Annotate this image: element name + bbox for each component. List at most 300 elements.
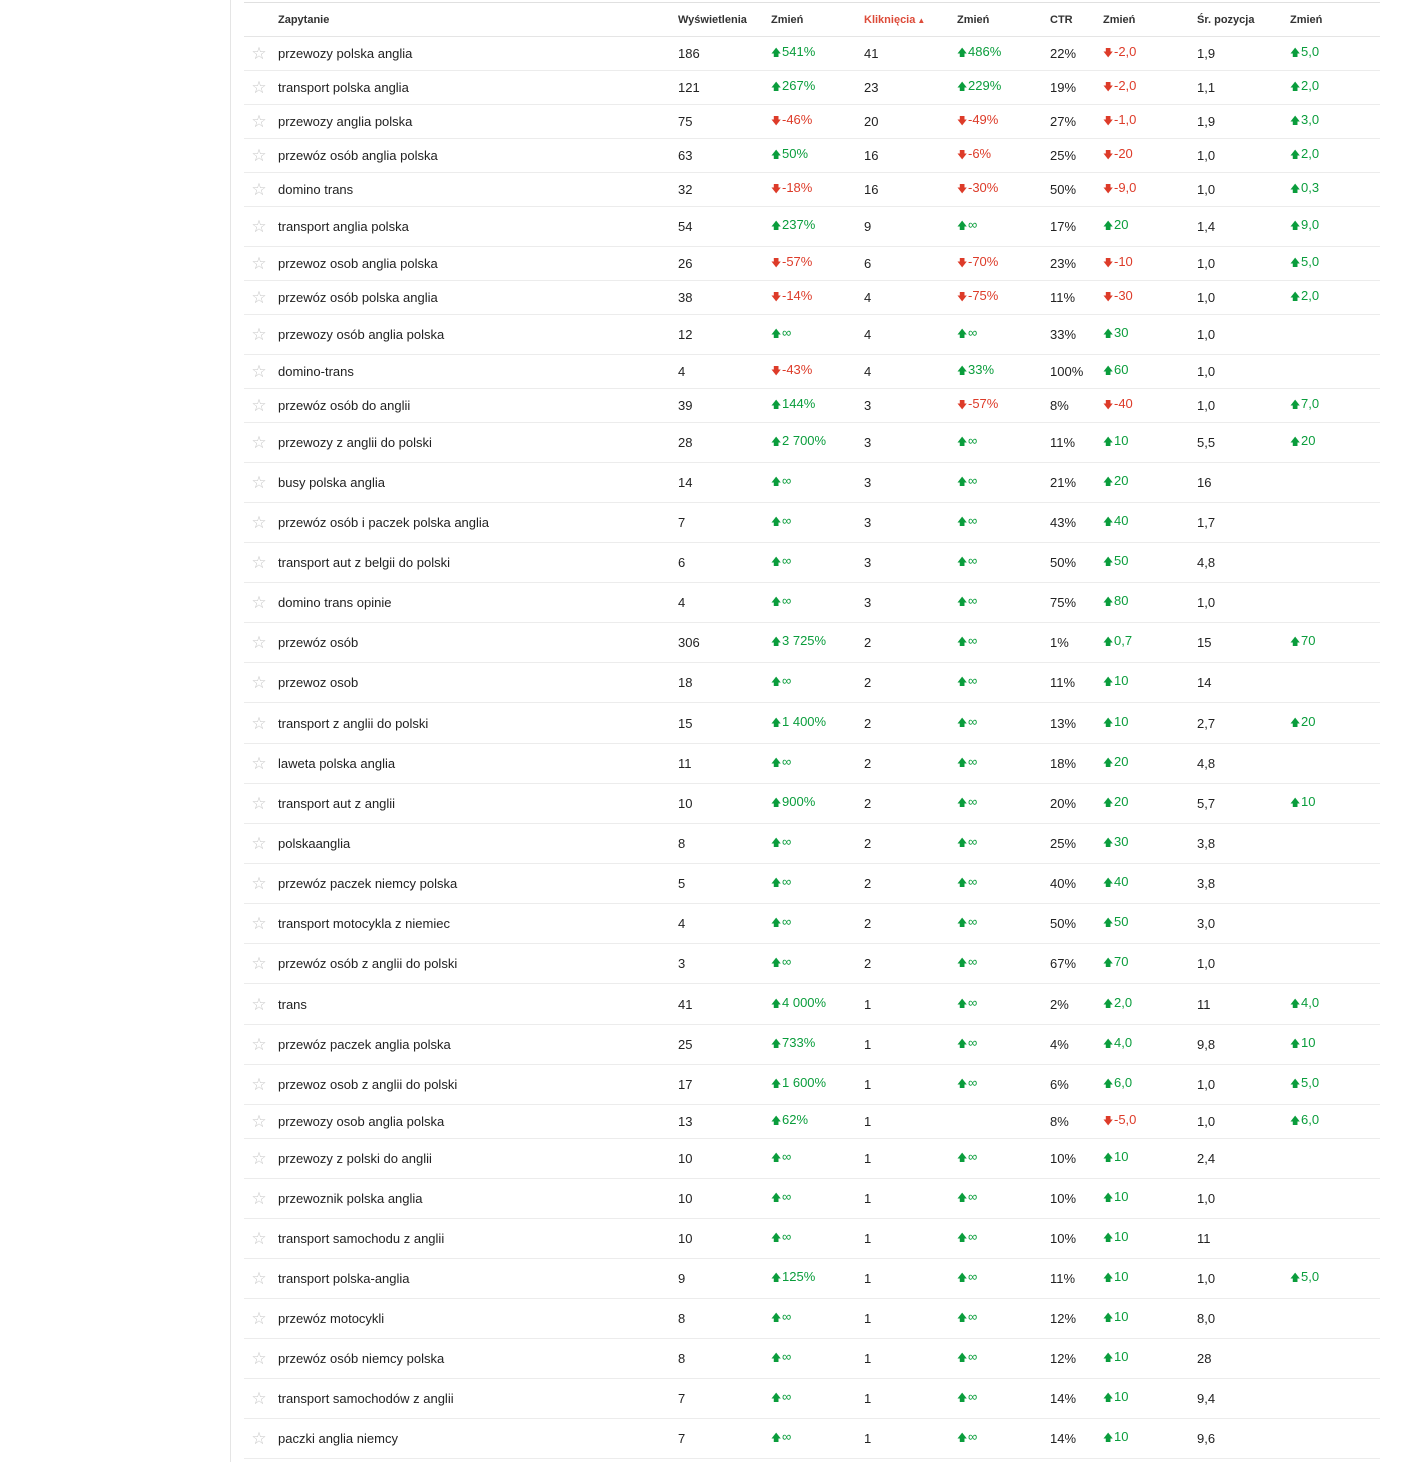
- clicks-change-cell: [953, 543, 1046, 583]
- query-text[interactable]: transport polska-anglia: [278, 1271, 410, 1286]
- query-cell[interactable]: [274, 623, 674, 663]
- header-avg-position[interactable]: Śr. pozycja: [1193, 3, 1286, 37]
- avg-position-change-cell: [1286, 944, 1380, 984]
- query-text[interactable]: przewóz osób i paczek polska anglia: [278, 515, 490, 530]
- ctr-change-cell-value: 10: [1114, 433, 1129, 448]
- query-cell[interactable]: [274, 247, 674, 281]
- avg-position-change-cell: [1286, 355, 1380, 389]
- star-icon[interactable]: ☆: [251, 1349, 267, 1368]
- star-icon[interactable]: ☆: [251, 834, 267, 853]
- ctr-change-cell-value: -10: [1114, 254, 1133, 269]
- arrow-up-icon: 🡅: [1290, 184, 1301, 195]
- star-icon[interactable]: ☆: [251, 874, 267, 893]
- table-row: [244, 703, 1380, 744]
- clicks-change-cell: [953, 1065, 1046, 1105]
- impressions-change-cell: [767, 37, 860, 71]
- impressions-change-cell-value: ∞: [782, 954, 792, 969]
- clicks-change-cell: [953, 1379, 1046, 1419]
- query-text[interactable]: paczki anglia niemcy: [278, 1431, 398, 1446]
- query-text[interactable]: przewóz osób do anglii: [278, 398, 411, 413]
- impressions-change-cell-value: -43%: [782, 362, 813, 377]
- avg-position-change-cell: [1286, 663, 1380, 703]
- star-icon[interactable]: ☆: [251, 794, 267, 813]
- table-row: [244, 1299, 1380, 1339]
- clicks-change-cell-value: ∞: [968, 633, 978, 648]
- clicks-cell: 3: [860, 503, 953, 543]
- impressions-change-cell-value: 125%: [782, 1269, 816, 1284]
- query-cell[interactable]: [274, 315, 674, 355]
- impressions-change-cell-value: 900%: [782, 794, 816, 809]
- arrow-up-icon: 🡅: [771, 1116, 782, 1127]
- table-row: [244, 1179, 1380, 1219]
- header-impressions-change[interactable]: Zmień: [767, 3, 860, 37]
- table-header-row: [244, 3, 1380, 37]
- query-text[interactable]: przewozy polska anglia: [278, 46, 413, 61]
- star-icon[interactable]: ☆: [251, 217, 267, 236]
- avg-position-cell: 9,4: [1193, 1379, 1286, 1419]
- clicks-cell: 1: [860, 1139, 953, 1179]
- impressions-cell: 17: [674, 1065, 767, 1105]
- query-cell[interactable]: [274, 904, 674, 944]
- ctr-change-cell-value: 10: [1114, 1149, 1129, 1164]
- avg-position-cell: 1,9: [1193, 105, 1286, 139]
- impressions-cell: 63: [674, 139, 767, 173]
- clicks-change-cell-value: ∞: [968, 794, 978, 809]
- star-icon[interactable]: ☆: [251, 1389, 267, 1408]
- star-icon[interactable]: ☆: [251, 553, 267, 572]
- query-text[interactable]: przewóz osób niemcy polska: [278, 1351, 445, 1366]
- star-icon[interactable]: ☆: [251, 1309, 267, 1328]
- table-row: [244, 315, 1380, 355]
- query-text[interactable]: przewoz osob z anglii do polski: [278, 1077, 458, 1092]
- ctr-change-cell-value: -5,0: [1114, 1112, 1137, 1127]
- impressions-change-cell-value: 1 600%: [782, 1075, 827, 1090]
- query-text[interactable]: transport anglia polska: [278, 219, 409, 234]
- star-icon[interactable]: ☆: [251, 1429, 267, 1448]
- query-text[interactable]: polskaanglia: [278, 836, 351, 851]
- star-icon[interactable]: ☆: [251, 1189, 267, 1208]
- query-cell[interactable]: [274, 503, 674, 543]
- impressions-change-cell-value: 3 725%: [782, 633, 827, 648]
- ctr-change-cell-value: 20: [1114, 217, 1129, 232]
- ctr-change-cell: [1099, 247, 1193, 281]
- query-cell[interactable]: [274, 984, 674, 1025]
- ctr-cell: 100%: [1046, 355, 1099, 389]
- star-icon[interactable]: ☆: [251, 713, 267, 733]
- star-icon[interactable]: ☆: [251, 954, 267, 973]
- impressions-change-cell-value: ∞: [782, 874, 792, 889]
- arrow-up-icon: 🡅: [1103, 557, 1114, 568]
- query-cell[interactable]: [274, 1139, 674, 1179]
- arrow-up-icon: 🡅: [957, 1273, 968, 1284]
- impressions-change-cell-value: -46%: [782, 112, 813, 127]
- clicks-change-cell-value: -30%: [968, 180, 999, 195]
- query-cell[interactable]: [274, 1339, 674, 1379]
- query-cell[interactable]: [274, 944, 674, 984]
- arrow-up-icon: 🡅: [957, 1433, 968, 1444]
- arrow-down-icon: 🡇: [1103, 258, 1114, 269]
- avg-position-change-cell: [1286, 543, 1380, 583]
- avg-position-change-cell: [1286, 744, 1380, 784]
- star-icon[interactable]: ☆: [251, 473, 267, 492]
- impressions-change-cell: [767, 583, 860, 623]
- clicks-change-cell-value: 33%: [968, 362, 995, 377]
- star-icon[interactable]: ☆: [251, 325, 267, 344]
- avg-position-change-cell: [1286, 503, 1380, 543]
- arrow-up-icon: 🡅: [957, 717, 968, 729]
- query-text[interactable]: busy polska anglia: [278, 475, 385, 490]
- arrow-up-icon: 🡅: [957, 1313, 968, 1324]
- query-cell[interactable]: [274, 1219, 674, 1259]
- clicks-change-cell-value: ∞: [968, 1035, 978, 1050]
- query-cell[interactable]: [274, 389, 674, 423]
- query-text[interactable]: transport polska anglia: [278, 80, 409, 95]
- star-icon[interactable]: ☆: [251, 288, 267, 307]
- query-cell[interactable]: [274, 744, 674, 784]
- star-cell: [244, 583, 274, 623]
- star-icon[interactable]: ☆: [251, 1269, 267, 1288]
- arrow-up-icon: 🡅: [957, 1079, 968, 1090]
- ctr-cell: 27%: [1046, 105, 1099, 139]
- star-icon[interactable]: ☆: [251, 633, 267, 652]
- query-cell[interactable]: [274, 1379, 674, 1419]
- avg-position-cell: 2,7: [1193, 703, 1286, 744]
- arrow-up-icon: 🡅: [1290, 437, 1301, 448]
- avg-position-cell: 2,4: [1193, 1139, 1286, 1179]
- impressions-change-cell: [767, 944, 860, 984]
- query-text[interactable]: domino trans opinie: [278, 595, 392, 610]
- arrow-down-icon: 🡇: [771, 292, 782, 303]
- query-cell[interactable]: [274, 355, 674, 389]
- arrow-up-icon: 🡅: [1103, 998, 1114, 1010]
- query-cell[interactable]: [274, 663, 674, 703]
- clicks-change-cell: [953, 281, 1046, 315]
- ctr-cell: 43%: [1046, 503, 1099, 543]
- ctr-change-cell: [1099, 423, 1193, 463]
- avg-position-cell: 15: [1193, 623, 1286, 663]
- arrow-up-icon: 🡅: [1103, 329, 1114, 340]
- query-text[interactable]: przewozy osób anglia polska: [278, 327, 445, 342]
- query-cell[interactable]: [274, 423, 674, 463]
- query-text[interactable]: przewozy anglia polska: [278, 114, 413, 129]
- query-cell[interactable]: [274, 1025, 674, 1065]
- query-cell[interactable]: [274, 1105, 674, 1139]
- star-cell: [244, 1219, 274, 1259]
- clicks-cell: 2: [860, 864, 953, 904]
- query-cell[interactable]: [274, 71, 674, 105]
- query-text[interactable]: transport aut z anglii: [278, 796, 396, 811]
- star-icon[interactable]: ☆: [251, 994, 267, 1014]
- clicks-change-cell: [953, 1219, 1046, 1259]
- table-row: [244, 984, 1380, 1025]
- star-icon[interactable]: ☆: [251, 1112, 267, 1131]
- avg-position-change-cell-value: 70: [1301, 633, 1316, 648]
- clicks-cell: 1: [860, 1065, 953, 1105]
- table-row: [244, 623, 1380, 663]
- avg-position-change-cell: [1286, 37, 1380, 71]
- clicks-change-cell-value: -75%: [968, 288, 999, 303]
- clicks-change-cell-value: -70%: [968, 254, 999, 269]
- ctr-change-cell-value: 10: [1114, 1429, 1129, 1444]
- arrow-up-icon: 🡅: [771, 400, 782, 411]
- query-text[interactable]: przewóz osób z anglii do polski: [278, 956, 458, 971]
- arrow-up-icon: 🡅: [771, 758, 782, 769]
- avg-position-cell: 11: [1193, 1219, 1286, 1259]
- avg-position-cell: 1,0: [1193, 139, 1286, 173]
- impressions-cell: 6: [674, 543, 767, 583]
- query-text[interactable]: przewóz osób polska anglia: [278, 290, 438, 305]
- query-text[interactable]: przewóz paczek niemcy polska: [278, 876, 458, 891]
- query-cell[interactable]: [274, 207, 674, 247]
- query-text[interactable]: przewozy z anglii do polski: [278, 435, 432, 450]
- query-text[interactable]: przewóz osób: [278, 635, 359, 650]
- star-icon[interactable]: ☆: [251, 254, 267, 273]
- clicks-change-cell: [953, 744, 1046, 784]
- query-text[interactable]: trans: [278, 996, 307, 1012]
- query-text[interactable]: przewozy z polski do anglii: [278, 1151, 432, 1166]
- query-text[interactable]: przewoz osob anglia polska: [278, 256, 438, 271]
- arrow-down-icon: 🡇: [1103, 1116, 1114, 1127]
- query-text[interactable]: domino-trans: [278, 364, 354, 379]
- clicks-change-cell-value: ∞: [968, 874, 978, 889]
- star-icon[interactable]: ☆: [251, 1035, 267, 1054]
- avg-position-cell: 14: [1193, 663, 1286, 703]
- arrow-up-icon: 🡅: [771, 1273, 782, 1284]
- ctr-cell: 33%: [1046, 315, 1099, 355]
- clicks-change-cell-value: -57%: [968, 396, 999, 411]
- arrow-up-icon: 🡅: [1103, 437, 1114, 448]
- star-icon[interactable]: ☆: [251, 180, 267, 199]
- query-cell[interactable]: [274, 463, 674, 503]
- star-icon[interactable]: ☆: [251, 44, 267, 63]
- ctr-change-cell: [1099, 1299, 1193, 1339]
- ctr-cell: 13%: [1046, 703, 1099, 744]
- star-cell: [244, 984, 274, 1025]
- arrow-up-icon: 🡅: [771, 1353, 782, 1364]
- query-text[interactable]: transport aut z belgii do polski: [278, 555, 450, 570]
- header-ctr[interactable]: CTR: [1046, 3, 1099, 37]
- impressions-change-cell-value: 541%: [782, 44, 816, 59]
- query-cell[interactable]: [274, 1259, 674, 1299]
- star-icon[interactable]: ☆: [251, 362, 267, 381]
- impressions-cell: 41: [674, 984, 767, 1025]
- ctr-change-cell: [1099, 173, 1193, 207]
- impressions-cell: 10: [674, 1179, 767, 1219]
- query-text[interactable]: przewoznik polska anglia: [278, 1191, 423, 1206]
- clicks-change-cell-value: ∞: [968, 1309, 978, 1324]
- impressions-change-cell-value: ∞: [782, 1349, 792, 1364]
- ctr-cell: 1%: [1046, 623, 1099, 663]
- impressions-change-cell-value: ∞: [782, 1189, 792, 1204]
- query-text[interactable]: przewóz motocykli: [278, 1311, 385, 1326]
- ctr-change-cell-value: 80: [1114, 593, 1129, 608]
- table-row: [244, 744, 1380, 784]
- ctr-change-cell: [1099, 1379, 1193, 1419]
- impressions-change-cell-value: ∞: [782, 754, 792, 769]
- impressions-change-cell-value: ∞: [782, 1429, 792, 1444]
- arrow-up-icon: 🡅: [1103, 1353, 1114, 1364]
- star-icon[interactable]: ☆: [251, 78, 267, 97]
- header-impressions[interactable]: Wyświetlenia: [674, 3, 767, 37]
- avg-position-cell: 16: [1193, 463, 1286, 503]
- query-cell[interactable]: [274, 703, 674, 744]
- impressions-change-cell: [767, 281, 860, 315]
- star-icon[interactable]: ☆: [251, 1149, 267, 1168]
- ctr-change-cell-value: 10: [1114, 1189, 1129, 1204]
- impressions-change-cell: [767, 1419, 860, 1459]
- ctr-change-cell-value: 30: [1114, 325, 1129, 340]
- arrow-up-icon: 🡅: [1103, 1039, 1114, 1050]
- star-icon[interactable]: ☆: [251, 112, 267, 131]
- star-cell: [244, 1025, 274, 1065]
- arrow-up-icon: 🡅: [1290, 998, 1301, 1010]
- star-cell: [244, 71, 274, 105]
- arrow-up-icon: 🡅: [1103, 918, 1114, 929]
- arrow-up-icon: 🡅: [1103, 958, 1114, 969]
- impressions-change-cell: [767, 105, 860, 139]
- ctr-cell: 11%: [1046, 1259, 1099, 1299]
- ctr-cell: 14%: [1046, 1379, 1099, 1419]
- arrow-up-icon: 🡅: [1290, 1039, 1301, 1050]
- star-icon[interactable]: ☆: [251, 914, 267, 933]
- clicks-change-cell-value: -49%: [968, 112, 999, 127]
- ctr-change-cell-value: 10: [1114, 1309, 1129, 1324]
- ctr-cell: 10%: [1046, 1139, 1099, 1179]
- query-text[interactable]: transport samochodu z anglii: [278, 1231, 445, 1246]
- impressions-change-cell: [767, 543, 860, 583]
- query-cell[interactable]: [274, 1419, 674, 1459]
- impressions-change-cell-value: -18%: [782, 180, 813, 195]
- table-row: [244, 904, 1380, 944]
- star-icon[interactable]: ☆: [251, 513, 267, 532]
- ctr-change-cell-value: 10: [1114, 1349, 1129, 1364]
- clicks-cell: 23: [860, 71, 953, 105]
- arrow-up-icon: 🡅: [771, 437, 782, 448]
- impressions-change-cell: [767, 71, 860, 105]
- header-query[interactable]: Zapytanie: [274, 3, 674, 37]
- clicks-change-cell-value: -6%: [968, 146, 992, 161]
- clicks-change-cell: [953, 944, 1046, 984]
- arrow-up-icon: 🡅: [1290, 116, 1301, 127]
- arrow-up-icon: 🡅: [957, 517, 968, 528]
- table-row: [244, 423, 1380, 463]
- clicks-change-cell: [953, 1139, 1046, 1179]
- clicks-cell: 16: [860, 173, 953, 207]
- avg-position-cell: 4,8: [1193, 744, 1286, 784]
- query-text[interactable]: przewóz paczek anglia polska: [278, 1037, 451, 1052]
- star-icon[interactable]: ☆: [251, 433, 267, 452]
- star-icon[interactable]: ☆: [251, 1075, 267, 1094]
- avg-position-cell: 1,9: [1193, 37, 1286, 71]
- query-cell[interactable]: [274, 37, 674, 71]
- impressions-cell: 121: [674, 71, 767, 105]
- table-row: [244, 824, 1380, 864]
- query-cell[interactable]: [274, 864, 674, 904]
- arrow-up-icon: 🡅: [1290, 292, 1301, 303]
- star-cell: [244, 864, 274, 904]
- arrow-up-icon: 🡅: [1103, 1193, 1114, 1204]
- impressions-change-cell-value: ∞: [782, 673, 792, 688]
- impressions-cell: 7: [674, 1379, 767, 1419]
- star-icon[interactable]: ☆: [251, 396, 267, 415]
- ctr-change-cell-value: 2,0: [1114, 994, 1133, 1010]
- avg-position-change-cell-value: 4,0: [1301, 994, 1320, 1010]
- star-cell: [244, 207, 274, 247]
- arrow-up-icon: 🡅: [957, 958, 968, 969]
- impressions-change-cell: [767, 1105, 860, 1139]
- ctr-change-cell-value: 10: [1114, 713, 1129, 729]
- query-text[interactable]: przewozy osob anglia polska: [278, 1114, 445, 1129]
- arrow-up-icon: 🡅: [957, 1193, 968, 1204]
- query-cell[interactable]: [274, 784, 674, 824]
- clicks-change-cell-value: ∞: [968, 754, 978, 769]
- clicks-change-cell: [953, 105, 1046, 139]
- star-icon[interactable]: ☆: [251, 673, 267, 692]
- star-cell: [244, 355, 274, 389]
- query-text[interactable]: transport z anglii do polski: [278, 715, 429, 731]
- query-text[interactable]: laweta polska anglia: [278, 756, 396, 771]
- query-cell[interactable]: [274, 1299, 674, 1339]
- ctr-cell: 17%: [1046, 207, 1099, 247]
- query-cell[interactable]: [274, 583, 674, 623]
- header-clicks[interactable]: Kliknięcia ▲: [860, 3, 953, 37]
- query-text[interactable]: przewóz osób anglia polska: [278, 148, 438, 163]
- query-cell[interactable]: [274, 281, 674, 315]
- star-icon[interactable]: ☆: [251, 754, 267, 773]
- query-cell[interactable]: [274, 173, 674, 207]
- query-text[interactable]: domino trans: [278, 182, 354, 197]
- clicks-cell: 2: [860, 703, 953, 744]
- avg-position-cell: 5,5: [1193, 423, 1286, 463]
- clicks-cell: 1: [860, 1419, 953, 1459]
- arrow-up-icon: 🡅: [771, 1313, 782, 1324]
- query-text[interactable]: przewoz osob: [278, 675, 359, 690]
- impressions-cell: 15: [674, 703, 767, 744]
- query-text[interactable]: transport motocykla z niemiec: [278, 916, 450, 931]
- query-text[interactable]: transport samochodów z anglii: [278, 1391, 454, 1406]
- header-ctr-change[interactable]: Zmień: [1099, 3, 1193, 37]
- ctr-change-cell: [1099, 1259, 1193, 1299]
- star-cell: [244, 1065, 274, 1105]
- ctr-change-cell: [1099, 663, 1193, 703]
- clicks-cell: 6: [860, 247, 953, 281]
- arrow-up-icon: 🡅: [957, 437, 968, 448]
- query-cell[interactable]: [274, 543, 674, 583]
- avg-position-change-cell: [1286, 864, 1380, 904]
- arrow-up-icon: 🡅: [957, 1153, 968, 1164]
- query-cell[interactable]: [274, 139, 674, 173]
- query-cell[interactable]: [274, 824, 674, 864]
- arrow-up-icon: 🡅: [957, 918, 968, 929]
- impressions-cell: 9: [674, 1259, 767, 1299]
- star-icon[interactable]: ☆: [251, 146, 267, 165]
- arrow-up-icon: 🡅: [1103, 717, 1114, 729]
- header-avg-position-change[interactable]: Zmień: [1286, 3, 1380, 37]
- query-cell[interactable]: [274, 1179, 674, 1219]
- avg-position-cell: 1,0: [1193, 281, 1286, 315]
- star-icon[interactable]: ☆: [251, 593, 267, 612]
- ctr-change-cell: [1099, 463, 1193, 503]
- avg-position-change-cell: [1286, 1259, 1380, 1299]
- header-clicks-change[interactable]: Zmień: [953, 3, 1046, 37]
- star-cell: [244, 944, 274, 984]
- ctr-cell: 12%: [1046, 1299, 1099, 1339]
- ctr-change-cell: [1099, 944, 1193, 984]
- query-cell[interactable]: [274, 1065, 674, 1105]
- star-icon[interactable]: ☆: [251, 1229, 267, 1248]
- query-cell[interactable]: [274, 105, 674, 139]
- avg-position-change-cell: [1286, 71, 1380, 105]
